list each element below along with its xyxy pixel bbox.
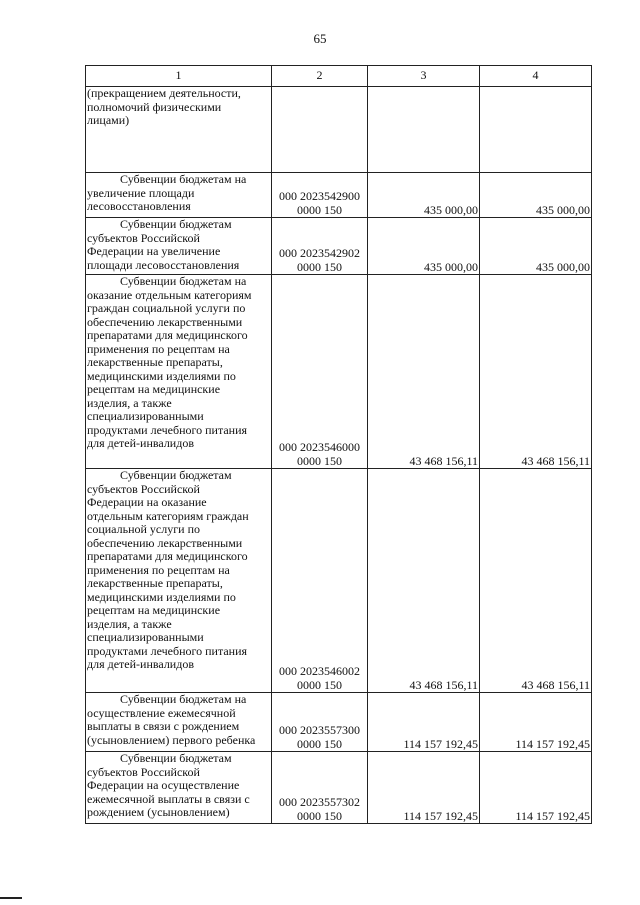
name-line: продуктами лечебного питания (87, 644, 248, 658)
row-code-cell (272, 275, 368, 469)
name-line: Субвенции бюджетам (120, 752, 232, 765)
table-row (86, 173, 592, 218)
table-body (86, 87, 592, 824)
name-line: полномочий физическими (87, 100, 222, 114)
name-line: медицинскими изделиями по (87, 590, 236, 604)
code-line: 0000 150 (297, 203, 342, 217)
column-header-4: 4 (480, 66, 592, 87)
name-line: обеспечению лекарственными (87, 536, 243, 550)
table-row (86, 469, 592, 693)
name-line: Субвенции бюджетам на (120, 173, 247, 186)
name-line: продуктами лечебного питания (87, 423, 248, 437)
name-line: рождением (усыновлением) (87, 806, 230, 819)
row-value-col3: 43 468 156,11 (368, 275, 480, 469)
name-line: препаратами для медицинского (87, 550, 248, 563)
code-line: 000 2023557302 (279, 796, 360, 809)
table-row (86, 218, 592, 275)
name-line: изделия, а также (87, 617, 172, 631)
code-line: 000 2023546002 (279, 665, 360, 678)
row-value-col4: 114 157 192,45 (480, 752, 592, 824)
name-line: Федерации на оказание (87, 496, 207, 509)
name-line: Субвенции бюджетам (120, 218, 232, 231)
name-line: лекарственные препараты, (87, 356, 223, 369)
code-line: 0000 150 (297, 260, 342, 274)
code-line: 0000 150 (297, 737, 342, 751)
row-value-col4: 435 000,00 (480, 173, 592, 218)
code-line: 000 2023542900 (279, 190, 360, 203)
name-line: граждан социальной услуги по (87, 302, 246, 315)
table-row (86, 752, 592, 824)
name-line: Федерации на осуществление (87, 779, 240, 792)
name-line: (усыновлением) первого ребенка (87, 733, 256, 747)
row-value-col3: 435 000,00 (368, 218, 480, 275)
row-code-cell (272, 87, 368, 173)
name-line: Субвенции бюджетам на (120, 275, 247, 288)
name-line: Федерации на увеличение (87, 245, 221, 258)
name-line: субъектов Российской (87, 765, 200, 779)
row-value-col3: 435 000,00 (368, 173, 480, 218)
code-line: 000 2023557300 (279, 724, 360, 737)
page-number: 65 (313, 31, 327, 46)
table-row (86, 275, 592, 469)
name-line: для детей-инвалидов (87, 437, 194, 450)
column-header-3: 3 (368, 66, 480, 87)
name-line: специализированными (87, 410, 204, 423)
name-line: субъектов Российской (87, 482, 200, 496)
name-line: обеспечению лекарственными (87, 315, 243, 329)
name-line: оказание отдельным категориям (87, 288, 252, 302)
name-line: социальной услуги по (87, 523, 200, 536)
name-line: субъектов Российской (87, 231, 200, 245)
budget-table (85, 65, 592, 824)
row-name-cell (86, 173, 272, 218)
code-line: 000 2023542902 (279, 247, 360, 260)
row-value-col4 (480, 87, 592, 173)
row-value-col3: 43 468 156,11 (368, 469, 480, 693)
name-line: рецептам на медицинские (87, 383, 221, 396)
name-line: медицинскими изделиями по (87, 369, 236, 383)
name-line: (прекращением деятельности, (87, 87, 241, 100)
code-line: 000 2023546000 (279, 441, 360, 454)
name-line: Субвенции бюджетам на (120, 693, 247, 706)
name-line: изделия, а также (87, 396, 172, 410)
row-value-col3: 114 157 192,45 (368, 752, 480, 824)
name-line: выплаты в связи с рождением (87, 720, 240, 733)
code-line: 0000 150 (297, 809, 342, 823)
name-line: ежемесячной выплаты в связи с (87, 792, 250, 806)
code-line: 0000 150 (297, 678, 342, 692)
column-header-2: 2 (272, 66, 368, 87)
table-header-row (86, 66, 592, 87)
row-name-cell (86, 87, 272, 173)
name-line: специализированными (87, 631, 204, 644)
row-value-col4: 114 157 192,45 (480, 693, 592, 752)
row-code-cell (272, 752, 368, 824)
name-line: лицами) (87, 114, 130, 127)
name-line: площади лесовосстановления (87, 258, 240, 272)
name-line: лесовосстановления (87, 200, 191, 213)
name-line: лекарственные препараты, (87, 577, 223, 590)
name-line: препаратами для медицинского (87, 329, 248, 342)
name-line: применения по рецептам на (87, 342, 230, 356)
name-line: Субвенции бюджетам (120, 469, 232, 482)
margin-mark (0, 897, 22, 899)
row-code-cell (272, 173, 368, 218)
row-name-cell (86, 693, 272, 752)
name-line: отдельным категориям граждан (87, 509, 249, 523)
row-value-col3: 114 157 192,45 (368, 693, 480, 752)
name-line: рецептам на медицинские (87, 604, 221, 617)
row-name-cell (86, 469, 272, 693)
name-line: увеличение площади (87, 186, 195, 200)
row-value-col4: 435 000,00 (480, 218, 592, 275)
name-line: осуществление ежемесячной (87, 706, 236, 720)
row-value-col4: 43 468 156,11 (480, 469, 592, 693)
row-name-cell (86, 752, 272, 824)
row-value-col4: 43 468 156,11 (480, 275, 592, 469)
row-value-col3 (368, 87, 480, 173)
row-code-cell (272, 693, 368, 752)
row-name-cell (86, 218, 272, 275)
name-line: для детей-инвалидов (87, 658, 194, 671)
row-code-cell (272, 218, 368, 275)
table-row (86, 693, 592, 752)
name-line: применения по рецептам на (87, 563, 230, 577)
column-header-1: 1 (86, 66, 272, 87)
table-row (86, 87, 592, 173)
row-code-cell (272, 469, 368, 693)
code-line: 0000 150 (297, 454, 342, 468)
row-name-cell (86, 275, 272, 469)
